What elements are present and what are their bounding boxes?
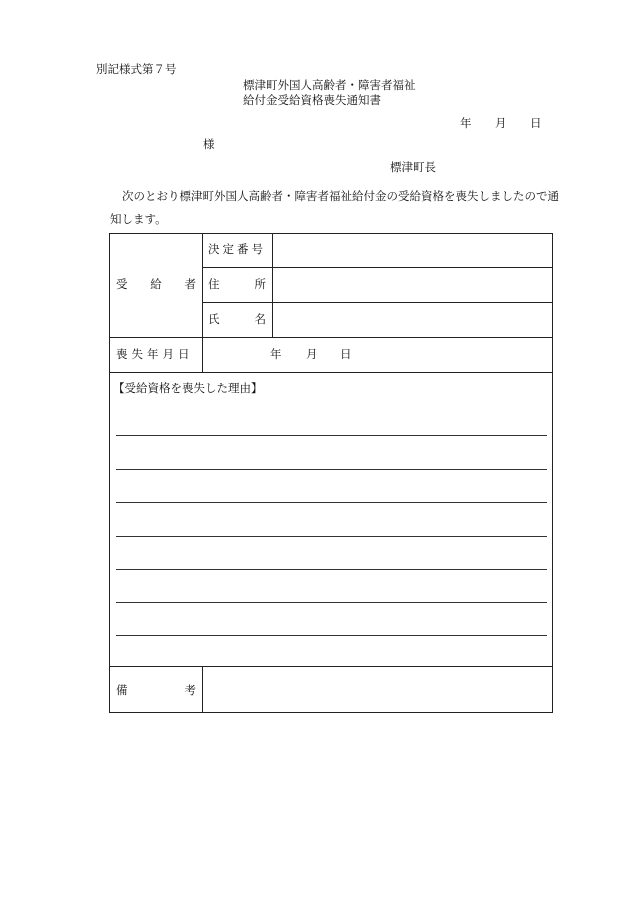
writing-line: [116, 502, 547, 503]
writing-line: [116, 602, 547, 603]
remarks-label: 備 考: [116, 683, 196, 697]
loss-date-label: 喪失年月日: [116, 347, 194, 361]
notice-table: [109, 233, 553, 713]
table-rule: [109, 337, 553, 338]
writing-line: [116, 469, 547, 470]
notice-body: 次のとおり標津町外国人高齢者・障害者福祉給付金の受給資格を喪失しましたので通知します。: [110, 189, 559, 226]
sender-name: 標津町長: [390, 160, 436, 174]
address-label: 住 所: [208, 277, 266, 291]
loss-date-day: 日: [340, 347, 352, 361]
table-rule: [202, 233, 203, 372]
issue-date-month: 月: [495, 116, 507, 130]
table-rule: [109, 372, 553, 373]
recipient-label: 受 給 者: [116, 277, 196, 291]
table-rule: [109, 666, 553, 667]
document-title-line-1: 標津町外国人高齢者・障害者福祉: [243, 78, 416, 92]
loss-date-month: 月: [306, 347, 318, 361]
addressee-suffix: 様: [203, 137, 215, 151]
issue-date-day: 日: [530, 116, 542, 130]
decision-number-label: 決定番号: [208, 242, 266, 256]
writing-line: [116, 536, 547, 537]
writing-line: [116, 569, 547, 570]
table-rule: [203, 267, 553, 268]
writing-line: [116, 435, 547, 436]
form-id: 別記様式第７号: [96, 62, 177, 76]
issue-date-year: 年: [460, 116, 472, 130]
document-title-line-2: 給付金受給資格喪失通知書: [243, 93, 381, 107]
writing-line: [116, 635, 547, 636]
issue-date: [460, 118, 542, 130]
table-rule: [202, 666, 203, 713]
table-rule: [272, 233, 273, 337]
reason-heading: 【受給資格を喪失した理由】: [113, 381, 263, 395]
loss-date-year: 年: [270, 347, 282, 361]
name-label: 氏 名: [208, 312, 266, 326]
table-rule: [203, 302, 553, 303]
